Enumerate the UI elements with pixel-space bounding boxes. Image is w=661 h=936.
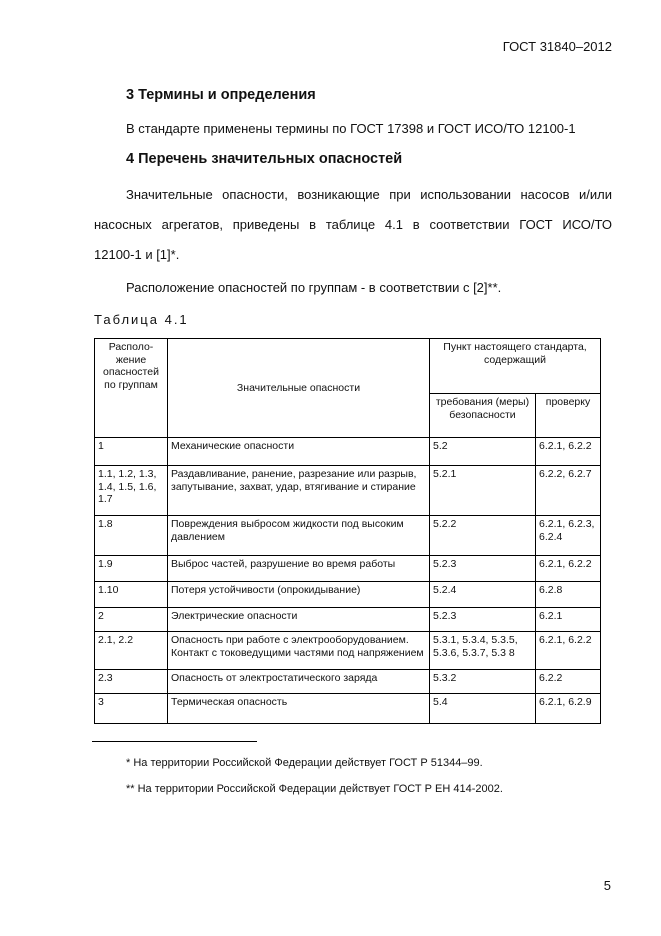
section-3-text: В стандарте применены термины по ГОСТ 17398 и ГОСТ ИСО/ТО 12100-1 — [126, 121, 576, 136]
header-group: Располо-жение опасностей по группам — [95, 339, 168, 438]
row-requirements: 5.2.3 — [430, 608, 536, 632]
hazards-table — [94, 338, 601, 724]
table-caption: Таблица 4.1 — [94, 312, 189, 327]
row-hazard: Потеря устойчивости (опрокидывание) — [168, 582, 430, 608]
row-requirements: 5.4 — [430, 694, 536, 724]
table-row — [95, 438, 601, 466]
table-row — [95, 582, 601, 608]
row-hazard: Опасность при работе с электрооборудованием. Контакт с токоведущими частями под напряжением — [168, 632, 430, 670]
row-group: 2.1, 2.2 — [95, 632, 168, 670]
row-group: 1.1, 1.2, 1.3, 1.4, 1.5, 1.6, 1.7 — [95, 466, 168, 516]
footnote-1: * На территории Российской Федерации действует ГОСТ Р 51344–99. — [126, 757, 483, 769]
row-requirements: 5.3.1, 5.3.4, 5.3.5, 5.3.6, 5.3.7, 5.3 8 — [430, 632, 536, 670]
table-row — [95, 556, 601, 582]
section-4-title: 4 Перечень значительных опасностей — [126, 151, 403, 167]
row-check: 6.2.2 — [536, 670, 601, 694]
row-requirements: 5.2.3 — [430, 556, 536, 582]
row-group: 1.10 — [95, 582, 168, 608]
row-requirements: 5.2 — [430, 438, 536, 466]
header-standard-clause: Пункт настоящего стандарта, содержащий — [430, 339, 601, 394]
table-row — [95, 516, 601, 556]
row-check: 6.2.2, 6.2.7 — [536, 466, 601, 516]
footnote-separator — [92, 741, 257, 742]
document-code: ГОСТ 31840–2012 — [502, 39, 612, 54]
page-number: 5 — [603, 878, 611, 893]
row-group: 3 — [95, 694, 168, 724]
section-4-para1-line2: насосных агрегатов, приведены в таблице 4.1 в соответствии ГОСТ ИСО/ТО — [94, 217, 612, 232]
row-requirements: 5.2.2 — [430, 516, 536, 556]
header-hazard: Значительные опасности — [168, 339, 430, 438]
table-row — [95, 670, 601, 694]
row-group: 1 — [95, 438, 168, 466]
row-check: 6.2.1 — [536, 608, 601, 632]
section-4-para1-line3: 12100-1 и [1]*. — [94, 247, 180, 262]
table-row — [95, 466, 601, 516]
row-hazard: Раздавливание, ранение, разрезание или разрыв, запутывание, захват, удар, втягивание и стирание — [168, 466, 430, 516]
row-group: 2 — [95, 608, 168, 632]
row-requirements: 5.2.4 — [430, 582, 536, 608]
row-hazard: Выброс частей, разрушение во время работы — [168, 556, 430, 582]
row-hazard: Электрические опасности — [168, 608, 430, 632]
table-row — [95, 632, 601, 670]
row-hazard: Опасность от электростатического заряда — [168, 670, 430, 694]
row-hazard: Повреждения выбросом жидкости под высоким давлением — [168, 516, 430, 556]
row-check: 6.2.1, 6.2.9 — [536, 694, 601, 724]
row-check: 6.2.8 — [536, 582, 601, 608]
section-3-title: 3 Термины и определения — [126, 87, 316, 103]
row-check: 6.2.1, 6.2.2 — [536, 438, 601, 466]
row-check: 6.2.1, 6.2.3, 6.2.4 — [536, 516, 601, 556]
section-4-para1-line1: Значительные опасности, возникающие при использовании насосов и/или — [126, 187, 612, 202]
section-4-para2: Расположение опасностей по группам - в соответствии с [2]**. — [126, 280, 502, 295]
header-check: проверку — [536, 394, 601, 438]
row-hazard: Механические опасности — [168, 438, 430, 466]
table-row — [95, 694, 601, 724]
row-group: 2.3 — [95, 670, 168, 694]
row-group: 1.9 — [95, 556, 168, 582]
header-requirements: требования (меры) безопасности — [430, 394, 536, 438]
table-row — [95, 608, 601, 632]
row-requirements: 5.2.1 — [430, 466, 536, 516]
row-group: 1.8 — [95, 516, 168, 556]
row-hazard: Термическая опасность — [168, 694, 430, 724]
footnote-2: ** На территории Российской Федерации действует ГОСТ Р ЕН 414-2002. — [126, 783, 503, 795]
row-requirements: 5.3.2 — [430, 670, 536, 694]
row-check: 6.2.1, 6.2.2 — [536, 632, 601, 670]
row-check: 6.2.1, 6.2.2 — [536, 556, 601, 582]
